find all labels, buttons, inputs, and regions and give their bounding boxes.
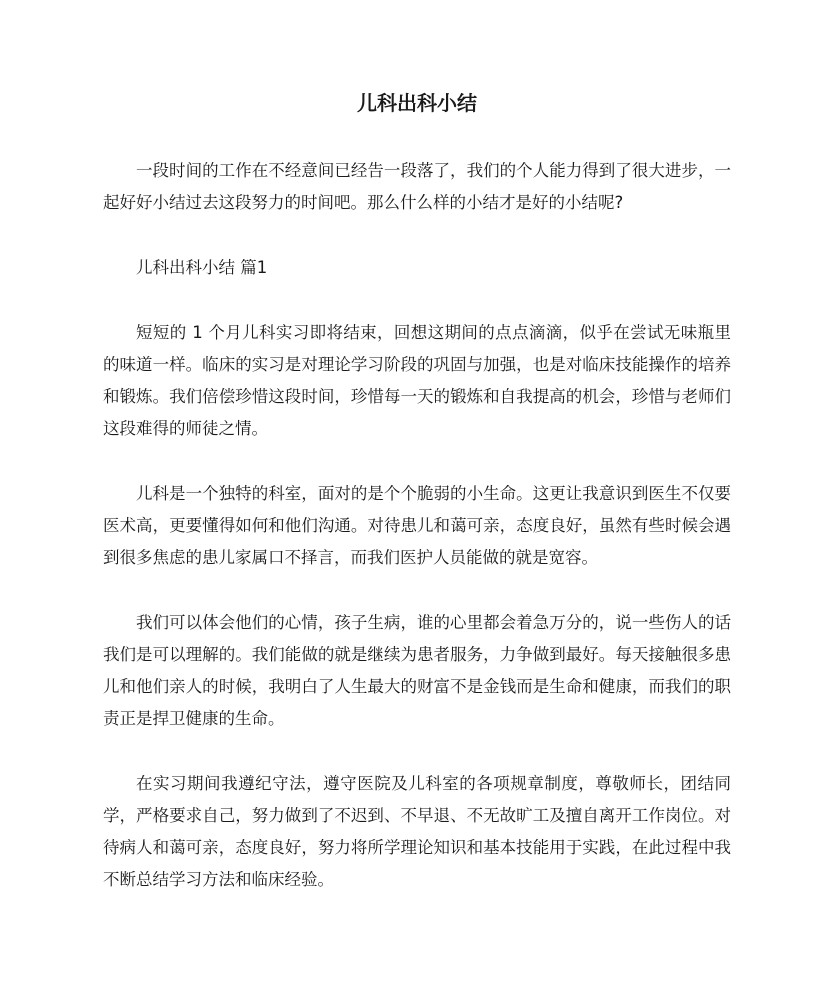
body-paragraph: 儿科是一个独特的科室，面对的是个个脆弱的小生命。这更让我意识到医生不仅要医术高，更要懂得如何和他们沟通。对待患儿和蔼可亲，态度良好，虽然有些时候会遇到很多焦虑的患儿家属口不择言，而我们医护人员能做的就是宽容。 xyxy=(103,484,731,567)
body-paragraph: 短短的 1 个月儿科实习即将结束，回想这期间的点点滴滴，似乎在尝试无味瓶里的味道一样。临床的实习是对理论学习阶段的巩固与加强，也是对临床技能操作的培养和锻炼。我们倍偿珍惜这段时间，珍惜每一天的锻炼和自我提高的机会，珍惜与老师们这段难得的师徒之情。 xyxy=(103,323,731,438)
body-paragraph: 我们可以体会他们的心情，孩子生病，谁的心里都会着急万分的，说一些伤人的话我们是可以理解的。我们能做的就是继续为患者服务，力争做到最好。每天接触很多患儿和他们亲人的时候，我明白了人生最大的财富不是金钱而是生命和健康，而我们的职责正是捍卫健康的生命。 xyxy=(103,613,731,728)
document-title: 儿科出科小结 xyxy=(357,91,477,115)
section-heading: 儿科出科小结 篇1 xyxy=(136,258,268,277)
document-body xyxy=(103,155,731,929)
body-paragraph: 在实习期间我遵纪守法，遵守医院及儿科室的各项规章制度，尊敬师长，团结同学，严格要求自己，努力做到了不迟到、不早退、不无故旷工及擅自离开工作岗位。对待病人和蔼可亲，态度良好，努力将所学理论知识和基本技能用于实践，在此过程中我不断总结学习方法和临床经验。 xyxy=(103,774,731,889)
intro-paragraph: 一段时间的工作在不经意间已经告一段落了，我们的个人能力得到了很大进步，一起好好小结过去这段努力的时间吧。那么什么样的小结才是好的小结呢? xyxy=(103,161,731,212)
